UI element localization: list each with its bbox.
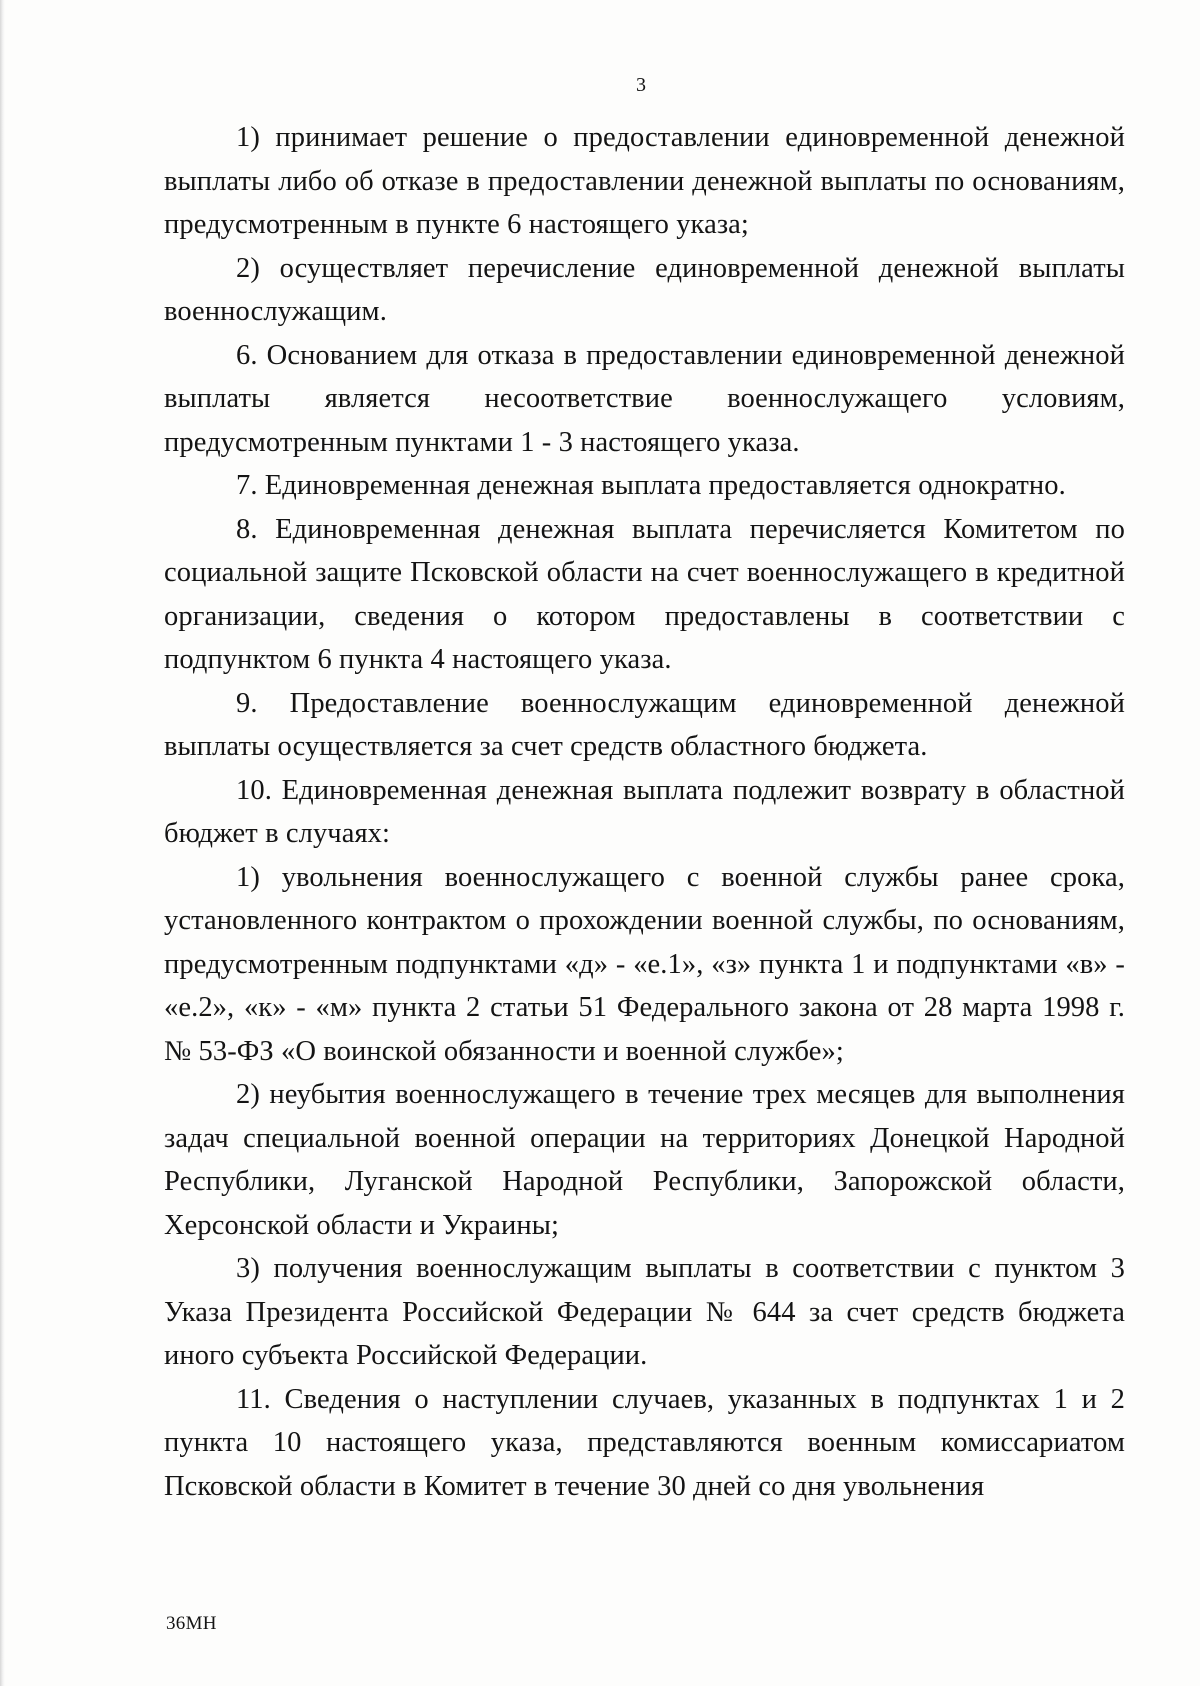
paragraph-item-10-subitem-1: 1) увольнения военнослужащего с военной службы ранее срока, установленного контрактом о прохождении военной службы, по основаниям, предусмотренным подпунктами «д» - «е.1», «з» пункта 1 и подпунктами «в» - «е.2», «к» - «м» пункта 2 статьи 51 Федерального закона от 28 марта 1998 г. № 53-ФЗ «О воинской обязанности и военной службе»; bbox=[164, 861, 1125, 1067]
paragraph-item-10: 10. Единовременная денежная выплата подлежит возврату в областной бюджет в случаях: bbox=[164, 774, 1125, 849]
document-body bbox=[164, 116, 1125, 1508]
paragraph-subitem-1-decision: 1) принимает решение о предоставлении единовременной денежной выплаты либо об отказе в предоставлении денежной выплаты по основаниям, предусмотренным в пункте 6 настоящего указа; bbox=[164, 122, 1125, 240]
paragraph-item-10-subitem-2: 2) неубытия военнослужащего в течение трех месяцев для выполнения задач специальной военной операции на территориях Донецкой Народной Республики, Луганской Народной Республики, Запорожской области, Херсонской области и Украины; bbox=[164, 1079, 1125, 1241]
page-number: 3 bbox=[636, 74, 646, 96]
paragraph-item-6: 6. Основанием для отказа в предоставлении единовременной денежной выплаты является несоответствие военнослужащего условиям, предусмотренным пунктами 1 - 3 настоящего указа. bbox=[164, 339, 1125, 458]
paragraph-item-9: 9. Предоставление военнослужащим единовременной денежной выплаты осуществляется за счет средств областного бюджета. bbox=[164, 687, 1125, 762]
paragraph-subitem-2-transfer: 2) осуществляет перечисление единовременной денежной выплаты военнослужащим. bbox=[164, 252, 1125, 327]
document-code: 36МН bbox=[166, 1613, 217, 1634]
paragraph-item-7: 7. Единовременная денежная выплата предоставляется однократно. bbox=[236, 470, 1066, 501]
paragraph-item-11: 11. Сведения о наступлении случаев, указанных в подпунктах 1 и 2 пункта 10 настоящего указа, представляются военным комиссариатом Псковской области в Комитет в течение 30 дней со дня увольнения bbox=[164, 1383, 1125, 1502]
paragraph-item-8: 8. Единовременная денежная выплата перечисляется Комитетом по социальной защите Псковской области на счет военнослужащего в кредитной организации, сведения о котором предоставлены в соответствии с подпунктом 6 пункта 4 настоящего указа. bbox=[164, 513, 1125, 675]
scan-edge-shadow bbox=[0, 0, 5, 1686]
paragraph-item-10-subitem-3: 3) получения военнослужащим выплаты в соответствии с пунктом 3 Указа Президента Российской Федерации № 644 за счет средств бюджета иного субъекта Российской Федерации. bbox=[164, 1253, 1125, 1371]
